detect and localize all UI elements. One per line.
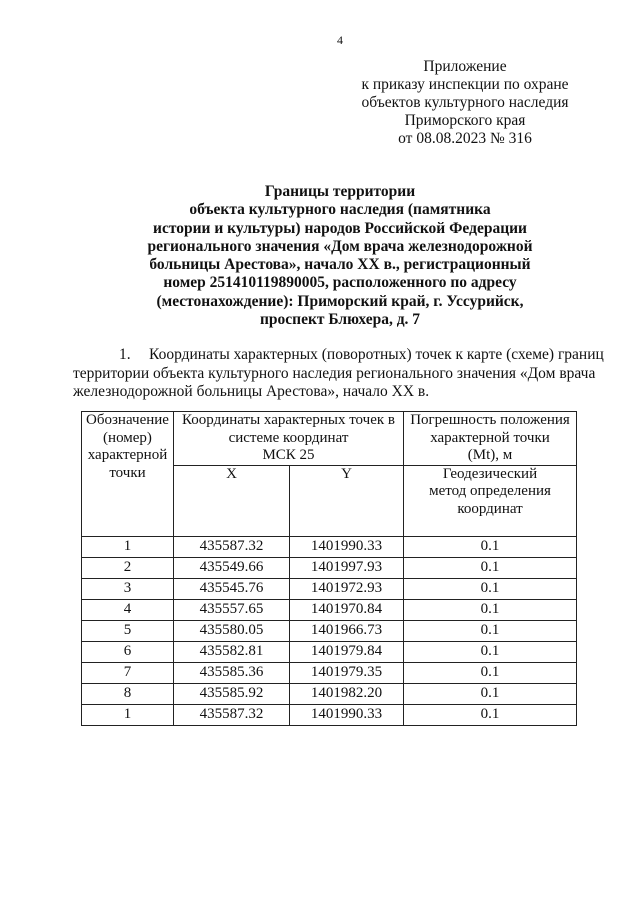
- cell-y: 1401972.93: [290, 578, 404, 599]
- page-number: 4: [337, 33, 343, 47]
- appendix-line: от 08.08.2023 № 316: [398, 130, 532, 147]
- appendix-block: [330, 58, 600, 148]
- cell-x: 435549.66: [174, 557, 290, 578]
- table-row: [82, 662, 577, 683]
- paragraph-line: Координаты характерных (поворотных) точек к карте (схеме) границ: [149, 346, 604, 363]
- cell-point-number: 4: [82, 599, 174, 620]
- title-line: номер 251410119890005, расположенного по адресу: [163, 274, 517, 292]
- cell-error: 0.1: [404, 704, 577, 725]
- cell-error: 0.1: [404, 620, 577, 641]
- cell-y: 1401970.84: [290, 599, 404, 620]
- cell-x: 435585.92: [174, 683, 290, 704]
- title-line: регионального значения «Дом врача железнодорожной: [147, 237, 533, 255]
- cell-y: 1401966.73: [290, 620, 404, 641]
- cell-point-number: 8: [82, 683, 174, 704]
- cell-point-number: 3: [82, 578, 174, 599]
- coordinates-table: [81, 411, 577, 726]
- title-line: (местонахождение): Приморский край, г. Уссурийск,: [156, 292, 524, 310]
- cell-y: 1401979.35: [290, 662, 404, 683]
- header-error: Погрешность положения характерной точки (Mt), м: [404, 412, 577, 466]
- cell-y: 1401990.33: [290, 536, 404, 557]
- cell-point-number: 7: [82, 662, 174, 683]
- table-row: [82, 557, 577, 578]
- cell-point-number: 1: [82, 536, 174, 557]
- cell-y: 1401982.20: [290, 683, 404, 704]
- cell-y: 1401990.33: [290, 704, 404, 725]
- title-line: объекта культурного наследия (памятника: [189, 201, 491, 219]
- cell-y: 1401979.84: [290, 641, 404, 662]
- appendix-line: объектов культурного наследия: [361, 94, 569, 111]
- document-title: [60, 183, 620, 329]
- header-method: Геодезический метод определения координат: [404, 465, 577, 536]
- cell-error: 0.1: [404, 683, 577, 704]
- title-line: проспект Блюхера, д. 7: [259, 311, 421, 329]
- cell-x: 435587.32: [174, 536, 290, 557]
- cell-x: 435545.76: [174, 578, 290, 599]
- header-coordinates: Координаты характерных точек в системе координат МСК 25: [174, 412, 404, 466]
- appendix-line: Приморского края: [404, 112, 526, 129]
- paragraph-1: [73, 346, 604, 402]
- table-row: [82, 683, 577, 704]
- paragraph-line: территории объекта культурного наследия регионального значения «Дом врача: [73, 364, 596, 382]
- title-line: больницы Арестова», начало XX в., регистрационный: [149, 256, 531, 274]
- cell-error: 0.1: [404, 599, 577, 620]
- cell-x: 435582.81: [174, 641, 290, 662]
- table-row: [82, 641, 577, 662]
- title-line: Границы территории: [264, 183, 416, 200]
- cell-error: 0.1: [404, 578, 577, 599]
- cell-y: 1401997.93: [290, 557, 404, 578]
- header-y: Y: [290, 465, 404, 536]
- cell-x: 435580.05: [174, 620, 290, 641]
- paragraph-line: железнодорожной больницы Арестова», начало XX в.: [73, 383, 430, 400]
- cell-x: 435585.36: [174, 662, 290, 683]
- cell-error: 0.1: [404, 641, 577, 662]
- table-row: [82, 578, 577, 599]
- cell-x: 435587.32: [174, 704, 290, 725]
- header-x: X: [174, 465, 290, 536]
- table-row: [82, 620, 577, 641]
- cell-point-number: 1: [82, 704, 174, 725]
- cell-point-number: 2: [82, 557, 174, 578]
- cell-point-number: 5: [82, 620, 174, 641]
- cell-x: 435557.65: [174, 599, 290, 620]
- table-row: [82, 704, 577, 725]
- table-row: [82, 599, 577, 620]
- appendix-line: Приложение: [423, 58, 507, 75]
- table-row: [82, 536, 577, 557]
- cell-error: 0.1: [404, 662, 577, 683]
- header-point-number: Обозначение (номер) характерной точки: [82, 412, 174, 537]
- paragraph-number: 1.: [119, 346, 131, 363]
- appendix-line: к приказу инспекции по охране: [361, 76, 569, 93]
- cell-error: 0.1: [404, 557, 577, 578]
- title-line: истории и культуры) народов Российской Федерации: [153, 219, 527, 237]
- cell-error: 0.1: [404, 536, 577, 557]
- cell-point-number: 6: [82, 641, 174, 662]
